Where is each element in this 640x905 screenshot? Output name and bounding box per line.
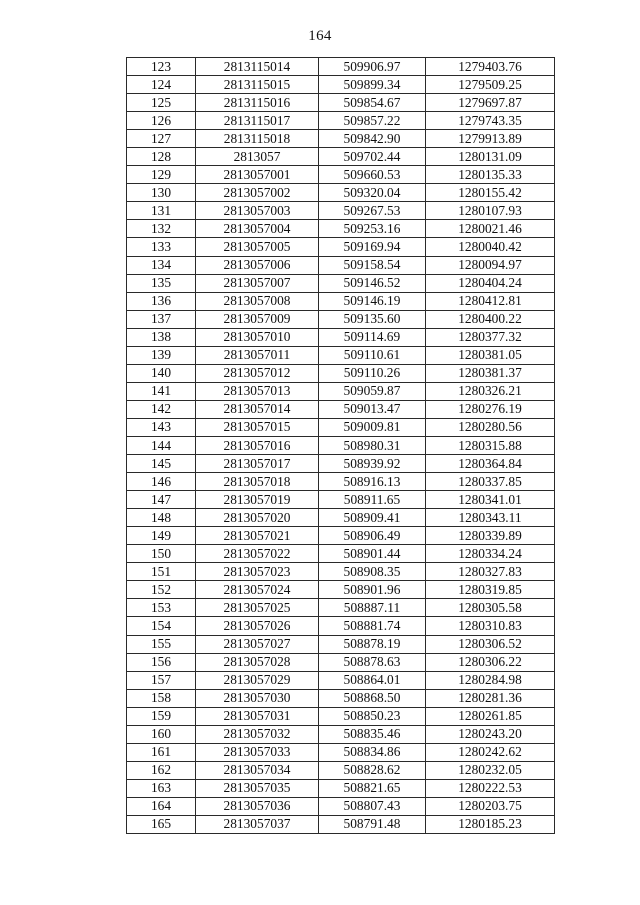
- point-id-cell: 2813057018: [196, 473, 319, 491]
- point-id-cell: 2813057: [196, 148, 319, 166]
- x-coordinate-cell: 509013.47: [319, 400, 426, 418]
- coordinates-table: [126, 57, 555, 834]
- point-id-cell: 2813115018: [196, 130, 319, 148]
- row-number-cell: 124: [127, 76, 196, 94]
- x-coordinate-cell: 509009.81: [319, 418, 426, 436]
- y-coordinate-cell: 1280319.85: [426, 581, 555, 599]
- table-row: [127, 184, 555, 202]
- table-row: [127, 599, 555, 617]
- table-row: [127, 509, 555, 527]
- point-id-cell: 2813057003: [196, 202, 319, 220]
- row-number-cell: 123: [127, 58, 196, 76]
- y-coordinate-cell: 1280131.09: [426, 148, 555, 166]
- point-id-cell: 2813057024: [196, 581, 319, 599]
- row-number-cell: 163: [127, 779, 196, 797]
- table-row: [127, 671, 555, 689]
- row-number-cell: 131: [127, 202, 196, 220]
- y-coordinate-cell: 1280377.32: [426, 328, 555, 346]
- row-number-cell: 133: [127, 238, 196, 256]
- x-coordinate-cell: 509114.69: [319, 328, 426, 346]
- y-coordinate-cell: 1280343.11: [426, 509, 555, 527]
- x-coordinate-cell: 508828.62: [319, 761, 426, 779]
- table-row: [127, 635, 555, 653]
- point-id-cell: 2813057020: [196, 509, 319, 527]
- table-row: [127, 473, 555, 491]
- row-number-cell: 126: [127, 112, 196, 130]
- y-coordinate-cell: 1280339.89: [426, 527, 555, 545]
- table-row: [127, 581, 555, 599]
- x-coordinate-cell: 508807.43: [319, 797, 426, 815]
- point-id-cell: 2813057022: [196, 545, 319, 563]
- row-number-cell: 138: [127, 328, 196, 346]
- row-number-cell: 129: [127, 166, 196, 184]
- y-coordinate-cell: 1280185.23: [426, 815, 555, 833]
- point-id-cell: 2813057033: [196, 743, 319, 761]
- row-number-cell: 132: [127, 220, 196, 238]
- row-number-cell: 156: [127, 653, 196, 671]
- x-coordinate-cell: 509842.90: [319, 130, 426, 148]
- point-id-cell: 2813057007: [196, 274, 319, 292]
- point-id-cell: 2813057011: [196, 346, 319, 364]
- row-number-cell: 134: [127, 256, 196, 274]
- table-row: [127, 166, 555, 184]
- y-coordinate-cell: 1280203.75: [426, 797, 555, 815]
- y-coordinate-cell: 1280334.24: [426, 545, 555, 563]
- x-coordinate-cell: 509135.60: [319, 310, 426, 328]
- y-coordinate-cell: 1279403.76: [426, 58, 555, 76]
- y-coordinate-cell: 1280327.83: [426, 563, 555, 581]
- table-row: [127, 256, 555, 274]
- table-row: [127, 689, 555, 707]
- row-number-cell: 148: [127, 509, 196, 527]
- row-number-cell: 143: [127, 418, 196, 436]
- y-coordinate-cell: 1280242.62: [426, 743, 555, 761]
- row-number-cell: 140: [127, 364, 196, 382]
- x-coordinate-cell: 509702.44: [319, 148, 426, 166]
- table-row: [127, 617, 555, 635]
- x-coordinate-cell: 509146.19: [319, 292, 426, 310]
- point-id-cell: 2813057008: [196, 292, 319, 310]
- row-number-cell: 157: [127, 671, 196, 689]
- point-id-cell: 2813057013: [196, 382, 319, 400]
- point-id-cell: 2813057005: [196, 238, 319, 256]
- x-coordinate-cell: 509906.97: [319, 58, 426, 76]
- y-coordinate-cell: 1280284.98: [426, 671, 555, 689]
- table-row: [127, 743, 555, 761]
- y-coordinate-cell: 1280412.81: [426, 292, 555, 310]
- row-number-cell: 152: [127, 581, 196, 599]
- point-id-cell: 2813057016: [196, 436, 319, 454]
- x-coordinate-cell: 508980.31: [319, 436, 426, 454]
- page-number: 164: [308, 28, 332, 44]
- row-number-cell: 164: [127, 797, 196, 815]
- point-id-cell: 2813057004: [196, 220, 319, 238]
- x-coordinate-cell: 508901.44: [319, 545, 426, 563]
- x-coordinate-cell: 509857.22: [319, 112, 426, 130]
- table-row: [127, 238, 555, 256]
- row-number-cell: 130: [127, 184, 196, 202]
- table-row: [127, 563, 555, 581]
- row-number-cell: 144: [127, 436, 196, 454]
- table-row: [127, 815, 555, 833]
- x-coordinate-cell: 509059.87: [319, 382, 426, 400]
- point-id-cell: 2813115015: [196, 76, 319, 94]
- point-id-cell: 2813057001: [196, 166, 319, 184]
- point-id-cell: 2813057025: [196, 599, 319, 617]
- table-row: [127, 491, 555, 509]
- table-row: [127, 527, 555, 545]
- x-coordinate-cell: 509854.67: [319, 94, 426, 112]
- point-id-cell: 2813057012: [196, 364, 319, 382]
- x-coordinate-cell: 508908.35: [319, 563, 426, 581]
- point-id-cell: 2813115016: [196, 94, 319, 112]
- point-id-cell: 2813057023: [196, 563, 319, 581]
- table-row: [127, 455, 555, 473]
- row-number-cell: 139: [127, 346, 196, 364]
- x-coordinate-cell: 508791.48: [319, 815, 426, 833]
- y-coordinate-cell: 1279509.25: [426, 76, 555, 94]
- table-row: [127, 148, 555, 166]
- y-coordinate-cell: 1280306.52: [426, 635, 555, 653]
- row-number-cell: 149: [127, 527, 196, 545]
- point-id-cell: 2813057017: [196, 455, 319, 473]
- x-coordinate-cell: 509169.94: [319, 238, 426, 256]
- table-row: [127, 274, 555, 292]
- point-id-cell: 2813057009: [196, 310, 319, 328]
- table-row: [127, 130, 555, 148]
- table-row: [127, 418, 555, 436]
- table-row: [127, 292, 555, 310]
- x-coordinate-cell: 508916.13: [319, 473, 426, 491]
- x-coordinate-cell: 508821.65: [319, 779, 426, 797]
- x-coordinate-cell: 508834.86: [319, 743, 426, 761]
- row-number-cell: 160: [127, 725, 196, 743]
- y-coordinate-cell: 1279743.35: [426, 112, 555, 130]
- x-coordinate-cell: 509320.04: [319, 184, 426, 202]
- x-coordinate-cell: 509267.53: [319, 202, 426, 220]
- row-number-cell: 128: [127, 148, 196, 166]
- point-id-cell: 2813057036: [196, 797, 319, 815]
- y-coordinate-cell: 1280364.84: [426, 455, 555, 473]
- y-coordinate-cell: 1280315.88: [426, 436, 555, 454]
- y-coordinate-cell: 1280306.22: [426, 653, 555, 671]
- table-row: [127, 220, 555, 238]
- point-id-cell: 2813057002: [196, 184, 319, 202]
- x-coordinate-cell: 509899.34: [319, 76, 426, 94]
- row-number-cell: 147: [127, 491, 196, 509]
- row-number-cell: 137: [127, 310, 196, 328]
- y-coordinate-cell: 1280276.19: [426, 400, 555, 418]
- table-row: [127, 761, 555, 779]
- row-number-cell: 127: [127, 130, 196, 148]
- table-row: [127, 310, 555, 328]
- row-number-cell: 159: [127, 707, 196, 725]
- y-coordinate-cell: 1280135.33: [426, 166, 555, 184]
- point-id-cell: 2813057029: [196, 671, 319, 689]
- table-row: [127, 58, 555, 76]
- point-id-cell: 2813057034: [196, 761, 319, 779]
- x-coordinate-cell: 509146.52: [319, 274, 426, 292]
- x-coordinate-cell: 509660.53: [319, 166, 426, 184]
- y-coordinate-cell: 1280341.01: [426, 491, 555, 509]
- row-number-cell: 161: [127, 743, 196, 761]
- y-coordinate-cell: 1280404.24: [426, 274, 555, 292]
- row-number-cell: 145: [127, 455, 196, 473]
- row-number-cell: 125: [127, 94, 196, 112]
- table-row: [127, 202, 555, 220]
- y-coordinate-cell: 1280305.58: [426, 599, 555, 617]
- row-number-cell: 158: [127, 689, 196, 707]
- x-coordinate-cell: 508864.01: [319, 671, 426, 689]
- table-row: [127, 328, 555, 346]
- point-id-cell: 2813057035: [196, 779, 319, 797]
- table-row: [127, 779, 555, 797]
- x-coordinate-cell: 509253.16: [319, 220, 426, 238]
- table-row: [127, 346, 555, 364]
- y-coordinate-cell: 1280381.37: [426, 364, 555, 382]
- row-number-cell: 135: [127, 274, 196, 292]
- point-id-cell: 2813057010: [196, 328, 319, 346]
- y-coordinate-cell: 1280243.20: [426, 725, 555, 743]
- x-coordinate-cell: 508939.92: [319, 455, 426, 473]
- y-coordinate-cell: 1279697.87: [426, 94, 555, 112]
- y-coordinate-cell: 1280261.85: [426, 707, 555, 725]
- table-row: [127, 707, 555, 725]
- y-coordinate-cell: 1280280.56: [426, 418, 555, 436]
- x-coordinate-cell: 509158.54: [319, 256, 426, 274]
- table-row: [127, 382, 555, 400]
- table-row: [127, 797, 555, 815]
- y-coordinate-cell: 1280400.22: [426, 310, 555, 328]
- table-row: [127, 653, 555, 671]
- y-coordinate-cell: 1280281.36: [426, 689, 555, 707]
- coordinates-table-body: [127, 58, 555, 834]
- y-coordinate-cell: 1280310.83: [426, 617, 555, 635]
- point-id-cell: 2813115017: [196, 112, 319, 130]
- x-coordinate-cell: 509110.26: [319, 364, 426, 382]
- y-coordinate-cell: 1279913.89: [426, 130, 555, 148]
- point-id-cell: 2813057006: [196, 256, 319, 274]
- y-coordinate-cell: 1280326.21: [426, 382, 555, 400]
- x-coordinate-cell: 508881.74: [319, 617, 426, 635]
- table-row: [127, 364, 555, 382]
- row-number-cell: 162: [127, 761, 196, 779]
- point-id-cell: 2813057030: [196, 689, 319, 707]
- row-number-cell: 154: [127, 617, 196, 635]
- table-row: [127, 400, 555, 418]
- point-id-cell: 2813115014: [196, 58, 319, 76]
- row-number-cell: 153: [127, 599, 196, 617]
- y-coordinate-cell: 1280222.53: [426, 779, 555, 797]
- point-id-cell: 2813057027: [196, 635, 319, 653]
- table-row: [127, 545, 555, 563]
- y-coordinate-cell: 1280232.05: [426, 761, 555, 779]
- x-coordinate-cell: 508911.65: [319, 491, 426, 509]
- y-coordinate-cell: 1280337.85: [426, 473, 555, 491]
- x-coordinate-cell: 509110.61: [319, 346, 426, 364]
- x-coordinate-cell: 508906.49: [319, 527, 426, 545]
- row-number-cell: 141: [127, 382, 196, 400]
- table-row: [127, 436, 555, 454]
- row-number-cell: 155: [127, 635, 196, 653]
- y-coordinate-cell: 1280381.05: [426, 346, 555, 364]
- y-coordinate-cell: 1280107.93: [426, 202, 555, 220]
- y-coordinate-cell: 1280021.46: [426, 220, 555, 238]
- point-id-cell: 2813057031: [196, 707, 319, 725]
- table-row: [127, 94, 555, 112]
- point-id-cell: 2813057021: [196, 527, 319, 545]
- x-coordinate-cell: 508901.96: [319, 581, 426, 599]
- point-id-cell: 2813057019: [196, 491, 319, 509]
- point-id-cell: 2813057026: [196, 617, 319, 635]
- row-number-cell: 150: [127, 545, 196, 563]
- x-coordinate-cell: 508850.23: [319, 707, 426, 725]
- point-id-cell: 2813057015: [196, 418, 319, 436]
- point-id-cell: 2813057037: [196, 815, 319, 833]
- y-coordinate-cell: 1280040.42: [426, 238, 555, 256]
- table-row: [127, 112, 555, 130]
- y-coordinate-cell: 1280094.97: [426, 256, 555, 274]
- x-coordinate-cell: 508887.11: [319, 599, 426, 617]
- point-id-cell: 2813057032: [196, 725, 319, 743]
- x-coordinate-cell: 508909.41: [319, 509, 426, 527]
- y-coordinate-cell: 1280155.42: [426, 184, 555, 202]
- row-number-cell: 146: [127, 473, 196, 491]
- x-coordinate-cell: 508878.19: [319, 635, 426, 653]
- row-number-cell: 165: [127, 815, 196, 833]
- row-number-cell: 151: [127, 563, 196, 581]
- x-coordinate-cell: 508835.46: [319, 725, 426, 743]
- point-id-cell: 2813057028: [196, 653, 319, 671]
- table-row: [127, 76, 555, 94]
- row-number-cell: 142: [127, 400, 196, 418]
- point-id-cell: 2813057014: [196, 400, 319, 418]
- table-row: [127, 725, 555, 743]
- x-coordinate-cell: 508868.50: [319, 689, 426, 707]
- row-number-cell: 136: [127, 292, 196, 310]
- x-coordinate-cell: 508878.63: [319, 653, 426, 671]
